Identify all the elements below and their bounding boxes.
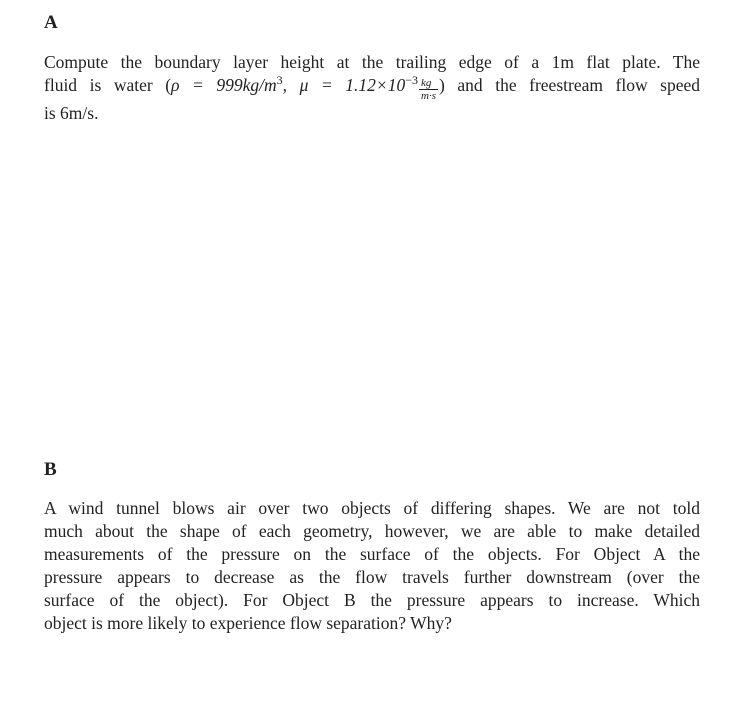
section-a-question [44, 51, 700, 125]
question-a-line-3: is 6m/s. [44, 103, 99, 123]
question-b-line-1: A wind tunnel blows air over two objects of differing shapes. We are not told [44, 498, 700, 518]
section-b-question [44, 497, 700, 635]
fluid-suffix: ) and the freestream flow speed [439, 75, 700, 95]
viscosity-exponent: −3 [405, 73, 419, 87]
section-b-heading: B [44, 459, 57, 480]
question-b-line-2: much about the shape of each geometry, however, we are able to make detailed [44, 521, 700, 541]
question-b-line-6: object is more likely to experience flow separation? Why? [44, 613, 452, 633]
viscosity-unit-fraction [419, 77, 438, 102]
unit-denominator: m·s [421, 90, 436, 102]
question-a-line-2 [44, 74, 700, 102]
fluid-prefix: fluid is water ( [44, 75, 172, 95]
unit-numerator: kg [419, 77, 438, 90]
viscosity-expression: , μ = 1.12×10 [282, 75, 406, 95]
question-b-line-5: surface of the object). For Object B the pressure appears to increase. Which [44, 590, 700, 610]
question-a-line-1: Compute the boundary layer height at the trailing edge of a 1m flat plate. The [44, 52, 700, 72]
density-exponent: 3 [276, 73, 283, 87]
question-b-line-4: pressure appears to decrease as the flow travels further downstream (over the [44, 567, 700, 587]
section-a-heading: A [44, 12, 58, 33]
density-expression: ρ = 999kg/m [171, 75, 277, 95]
question-b-line-3: measurements of the pressure on the surface of the objects. For Object A the [44, 544, 700, 564]
